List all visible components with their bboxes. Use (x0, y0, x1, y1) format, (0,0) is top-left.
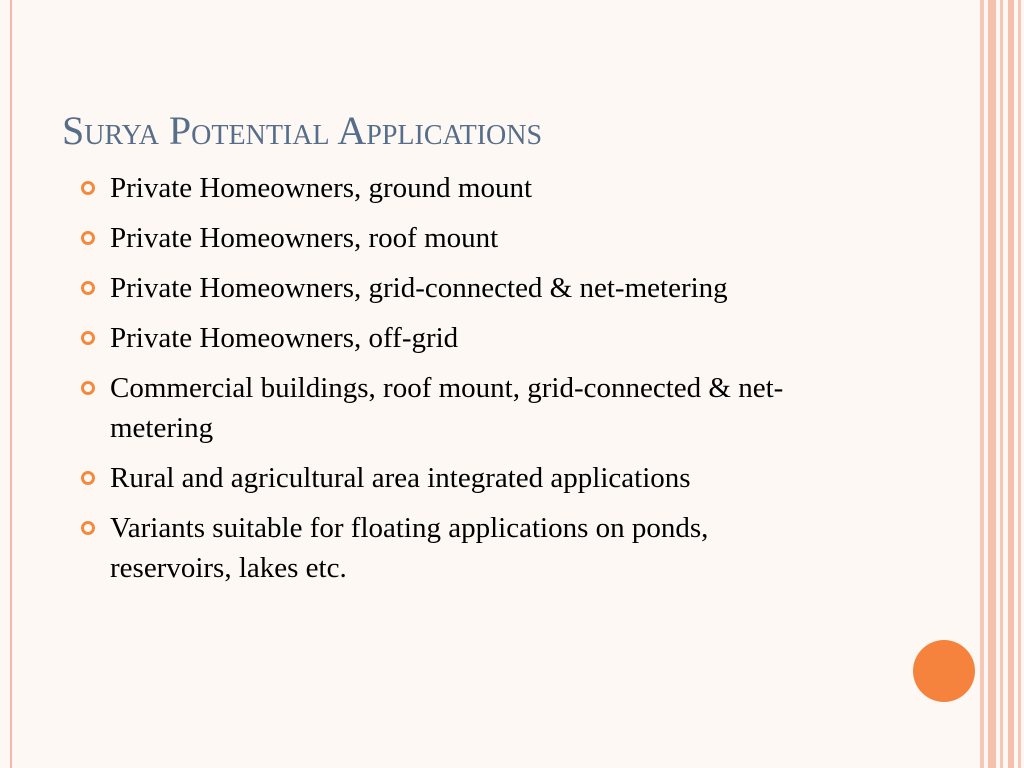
bullet-ring-icon (81, 281, 95, 295)
bullet-ring-icon (81, 381, 95, 395)
right-border-stripe (988, 0, 996, 768)
bullet-ring-icon (81, 231, 95, 245)
right-border-stripe (1000, 0, 1003, 768)
decorative-circle-icon (913, 640, 975, 702)
bullet-ring-icon (81, 471, 95, 485)
bullet-ring-icon (81, 181, 95, 195)
right-border-stripe (980, 0, 984, 768)
bullet-text: Private Homeowners, roof mount (110, 222, 499, 254)
bullet-item (76, 368, 836, 448)
slide-title: Surya Potential Applications (62, 108, 543, 153)
bullet-item (76, 458, 836, 498)
bullet-text: Rural and agricultural area integrated applications (110, 462, 691, 494)
bullet-ring-icon (81, 331, 95, 345)
left-border-line (10, 0, 12, 768)
bullet-text: Commercial buildings, roof mount, grid-connected & net-metering (110, 372, 784, 444)
bullet-item (76, 508, 836, 588)
bullet-item (76, 168, 836, 208)
bullet-item (76, 218, 836, 258)
bullet-ring-icon (81, 521, 95, 535)
bullet-text: Private Homeowners, ground mount (110, 172, 533, 204)
bullet-item (76, 268, 836, 308)
bullet-text: Private Homeowners, off-grid (110, 322, 459, 354)
right-border-stripe (1008, 0, 1014, 768)
bullet-item (76, 318, 836, 358)
bullet-text: Private Homeowners, grid-connected & net-metering (110, 272, 728, 304)
bullet-text: Variants suitable for floating applications on ponds, reservoirs, lakes etc. (110, 512, 709, 584)
bullet-list (76, 168, 836, 598)
right-border-stripe (1018, 0, 1021, 768)
